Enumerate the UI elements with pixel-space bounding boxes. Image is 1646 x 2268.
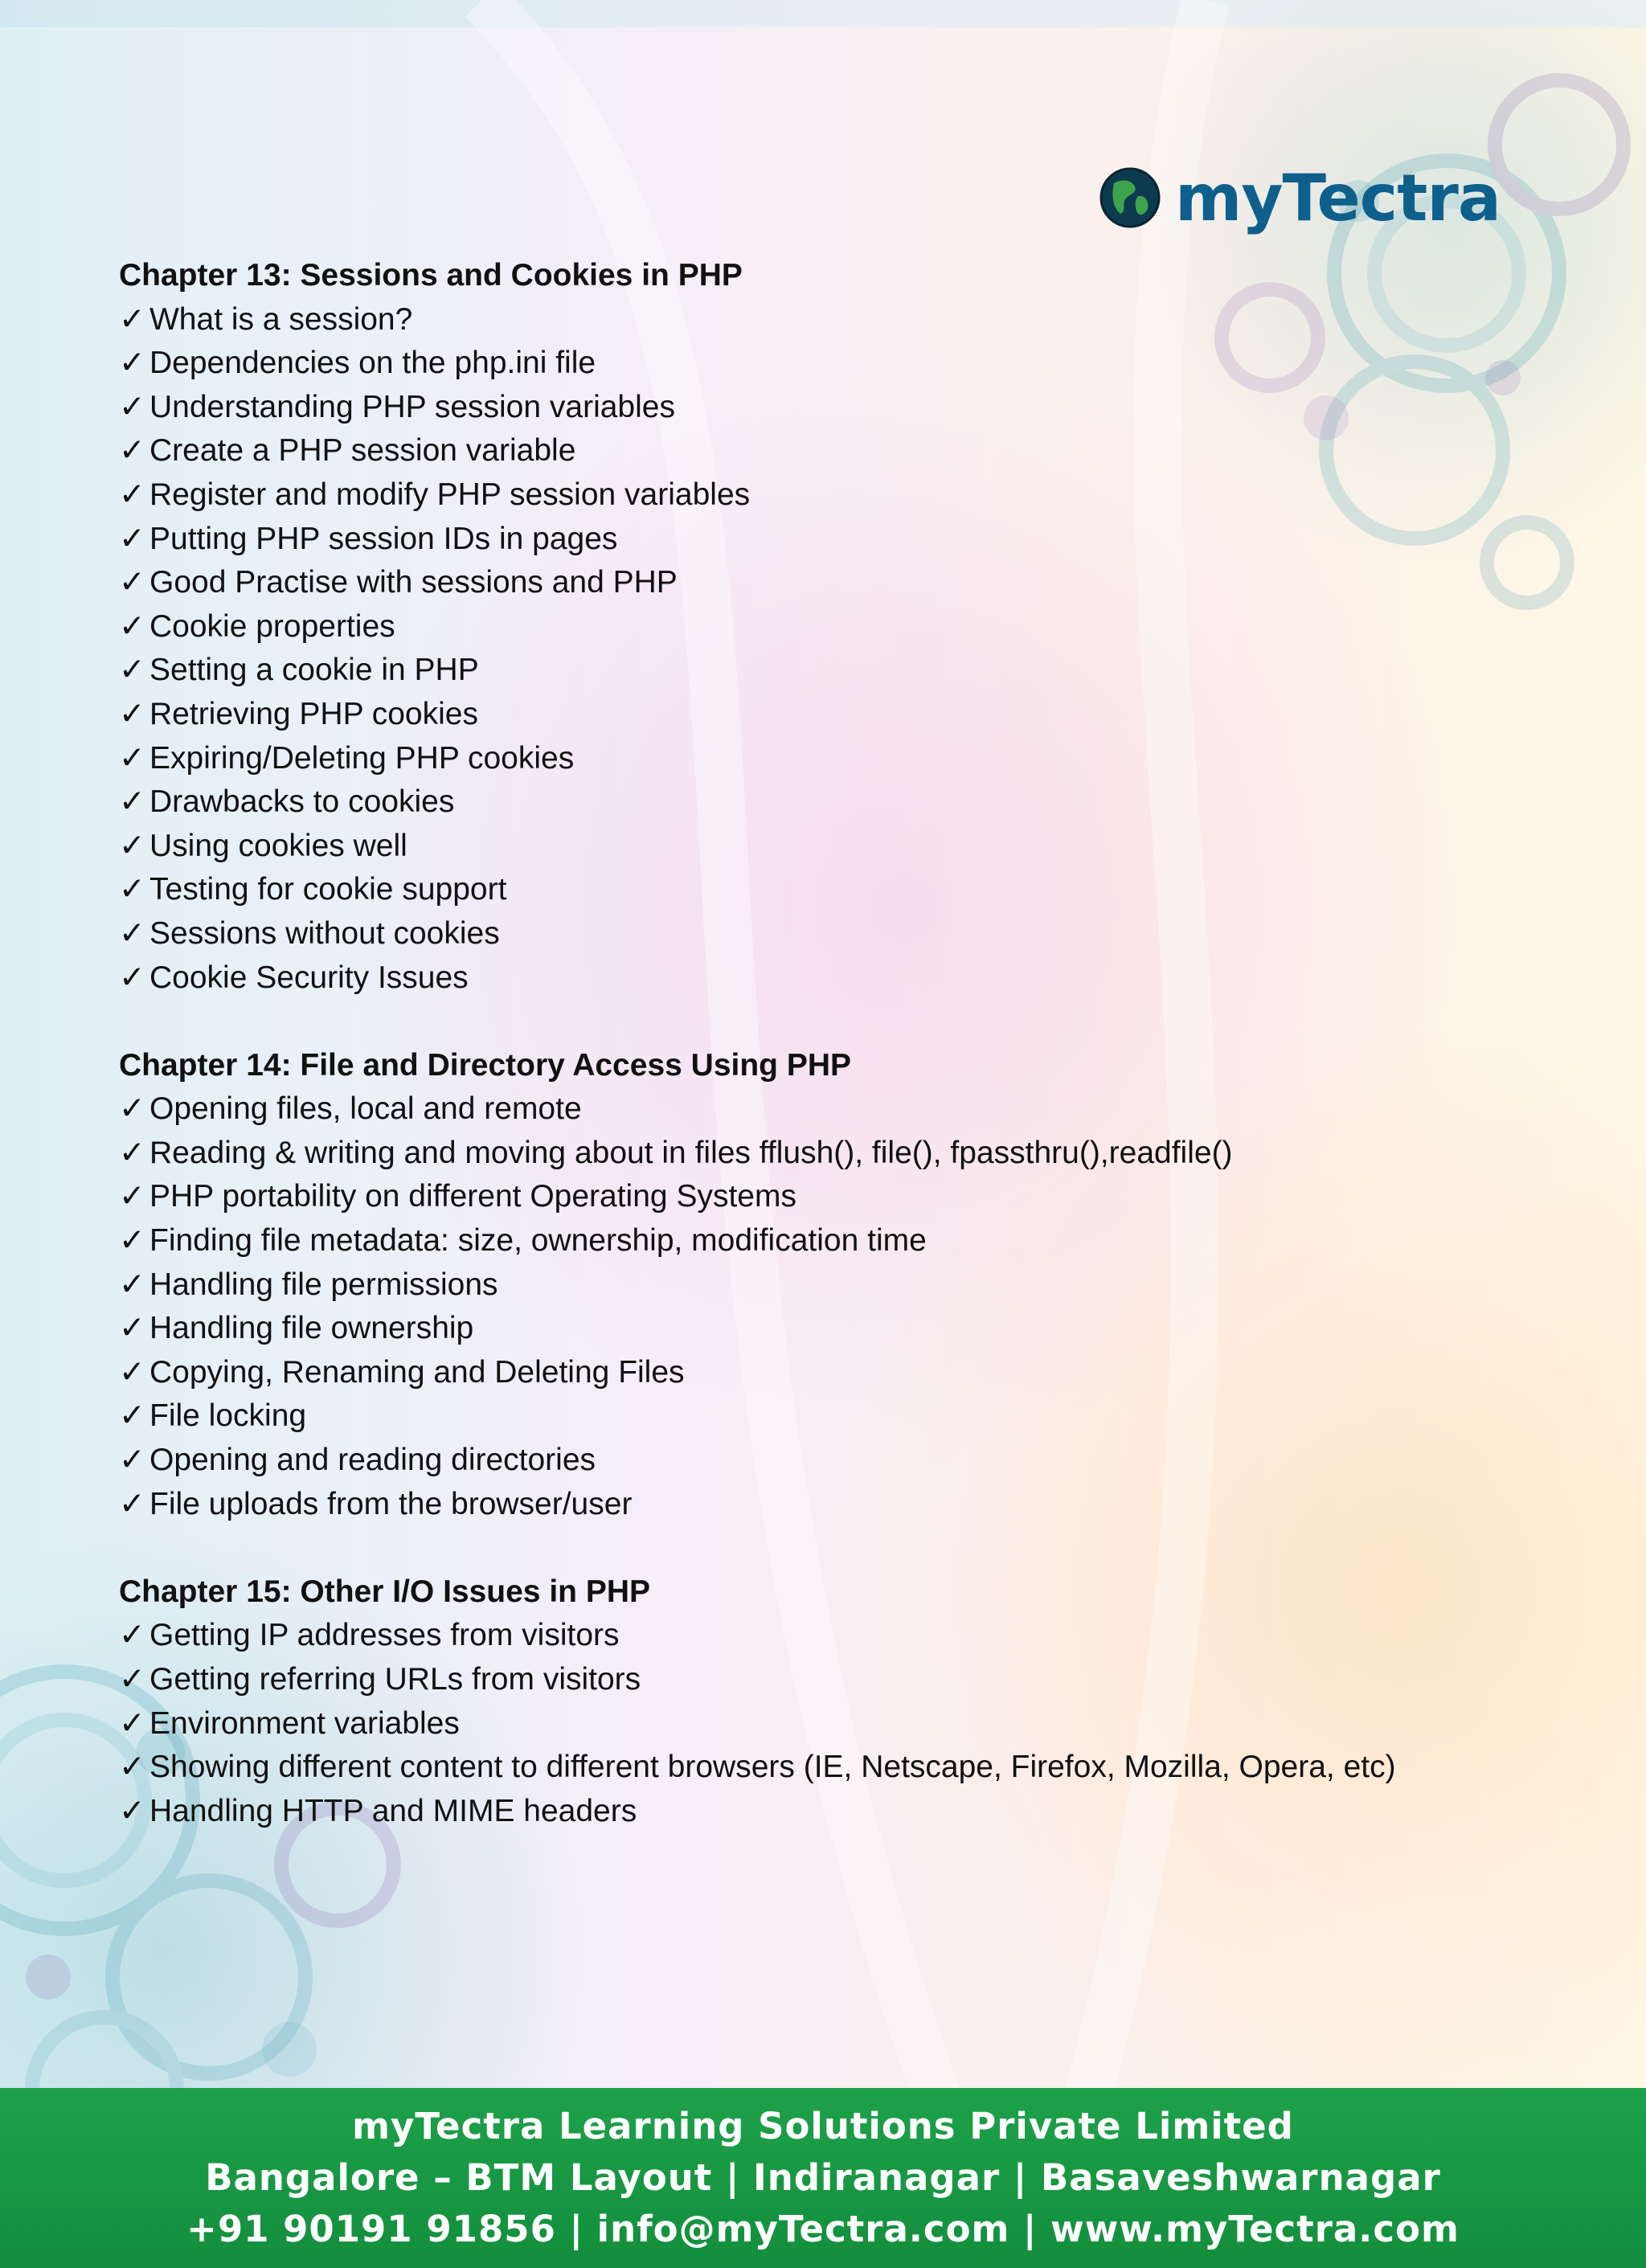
topic-item xyxy=(119,780,1582,825)
topic-item xyxy=(119,342,1582,386)
topic-list xyxy=(119,1087,1582,1526)
topic-text: Dependencies on the php.ini file xyxy=(149,346,596,381)
topic-item xyxy=(119,298,1582,342)
topic-text: PHP portability on different Operating Systems xyxy=(149,1179,796,1214)
topic-text: File uploads from the browser/user xyxy=(149,1486,633,1521)
topic-text: File locking xyxy=(149,1398,307,1434)
topic-item xyxy=(119,1263,1582,1308)
topic-item xyxy=(119,429,1582,473)
footer-contact-bar xyxy=(0,2088,1646,2268)
topic-text: Retrieving PHP cookies xyxy=(149,696,478,731)
topic-text: Create a PHP session variable xyxy=(149,433,576,469)
topic-list xyxy=(119,298,1582,1001)
chapter-title: Chapter 13: Sessions and Cookies in PHP xyxy=(119,258,743,293)
topic-text: Reading & writing and moving about in files fflush(), file(), fpassthru(),readfile() xyxy=(149,1135,1233,1170)
topic-text: Opening and reading directories xyxy=(149,1443,596,1478)
topic-item xyxy=(119,1307,1582,1351)
check-icon: ✓ xyxy=(119,696,145,731)
topic-item xyxy=(119,1132,1582,1176)
check-icon: ✓ xyxy=(119,1662,145,1697)
check-icon: ✓ xyxy=(119,1223,145,1259)
topic-text: Environment variables xyxy=(149,1705,460,1741)
topic-list xyxy=(119,1614,1582,1833)
topic-item xyxy=(119,1439,1582,1483)
topic-text: Showing different content to different browsers (IE, Netscape, Firefox, Mozilla, Opera, etc) xyxy=(149,1750,1396,1785)
check-icon: ✓ xyxy=(119,828,145,863)
topic-item xyxy=(119,649,1582,693)
check-icon: ✓ xyxy=(119,1354,145,1390)
check-icon: ✓ xyxy=(119,1793,145,1828)
topic-item xyxy=(119,561,1582,605)
topic-item xyxy=(119,1175,1582,1219)
topic-text: Cookie Security Issues xyxy=(149,960,469,995)
topic-item xyxy=(119,737,1582,781)
check-icon: ✓ xyxy=(119,784,145,820)
check-icon: ✓ xyxy=(119,1179,145,1214)
check-icon: ✓ xyxy=(119,389,145,424)
topic-text: Handling HTTP and MIME headers xyxy=(149,1793,637,1828)
topic-text: Getting referring URLs from visitors xyxy=(149,1662,641,1697)
topic-text: Opening files, local and remote xyxy=(149,1091,582,1127)
chapter-14 xyxy=(119,1044,1582,1527)
chapter-15 xyxy=(119,1570,1582,1834)
topic-text: Testing for cookie support xyxy=(149,872,507,907)
check-icon: ✓ xyxy=(119,565,145,600)
chapter-title: Chapter 14: File and Directory Access Using PHP xyxy=(119,1047,852,1083)
check-icon: ✓ xyxy=(119,301,145,337)
topic-text: Drawbacks to cookies xyxy=(149,784,455,820)
topic-item xyxy=(119,1702,1582,1746)
topic-item xyxy=(119,912,1582,956)
check-icon: ✓ xyxy=(119,1618,145,1653)
topic-text: Good Practise with sessions and PHP xyxy=(149,565,678,600)
check-icon: ✓ xyxy=(119,960,145,995)
topic-item xyxy=(119,1658,1582,1702)
check-icon: ✓ xyxy=(119,346,145,381)
contact-details: +91 90191 91856 | info@myTectra.com | www.myTectra.com xyxy=(186,2208,1460,2250)
topic-text: What is a session? xyxy=(149,301,413,337)
check-icon: ✓ xyxy=(119,1705,145,1741)
topic-text: Cookie properties xyxy=(149,608,395,644)
course-content xyxy=(119,254,1582,1877)
logo-text: myTectra xyxy=(1175,160,1501,235)
topic-item xyxy=(119,1790,1582,1834)
globe-icon xyxy=(1099,167,1161,228)
check-icon: ✓ xyxy=(119,653,145,688)
topic-item xyxy=(119,1394,1582,1439)
top-strip xyxy=(0,0,1646,27)
topic-text: Finding file metadata: size, ownership, modification time xyxy=(149,1223,927,1259)
topic-item xyxy=(119,518,1582,562)
check-icon: ✓ xyxy=(119,1486,145,1521)
check-icon: ✓ xyxy=(119,1135,145,1170)
check-icon: ✓ xyxy=(119,521,145,556)
topic-text: Handling file ownership xyxy=(149,1311,474,1346)
topic-item xyxy=(119,1087,1582,1132)
check-icon: ✓ xyxy=(119,1311,145,1346)
topic-text: Setting a cookie in PHP xyxy=(149,653,479,688)
topic-text: Sessions without cookies xyxy=(149,915,500,951)
topic-item xyxy=(119,1746,1582,1790)
topic-text: Handling file permissions xyxy=(149,1267,498,1302)
check-icon: ✓ xyxy=(119,1750,145,1785)
topic-item xyxy=(119,693,1582,737)
chapter-title: Chapter 15: Other I/O Issues in PHP xyxy=(119,1574,651,1609)
topic-text: Using cookies well xyxy=(149,828,407,863)
chapter-13 xyxy=(119,254,1582,1000)
topic-text: Putting PHP session IDs in pages xyxy=(149,521,618,556)
topic-item xyxy=(119,825,1582,869)
check-icon: ✓ xyxy=(119,1267,145,1302)
check-icon: ✓ xyxy=(119,608,145,644)
topic-text: Getting IP addresses from visitors xyxy=(149,1618,620,1653)
topic-item xyxy=(119,868,1582,912)
topic-item xyxy=(119,386,1582,430)
mytectra-logo xyxy=(1099,158,1582,238)
topic-text: Copying, Renaming and Deleting Files xyxy=(149,1354,685,1390)
check-icon: ✓ xyxy=(119,1443,145,1478)
check-icon: ✓ xyxy=(119,1398,145,1434)
topic-text: Expiring/Deleting PHP cookies xyxy=(149,740,575,776)
check-icon: ✓ xyxy=(119,433,145,469)
topic-text: Register and modify PHP session variables xyxy=(149,477,751,512)
check-icon: ✓ xyxy=(119,740,145,776)
check-icon: ✓ xyxy=(119,872,145,907)
check-icon: ✓ xyxy=(119,477,145,512)
topic-item xyxy=(119,605,1582,649)
check-icon: ✓ xyxy=(119,915,145,951)
topic-item xyxy=(119,473,1582,518)
topic-text: Understanding PHP session variables xyxy=(149,389,675,424)
check-icon: ✓ xyxy=(119,1091,145,1127)
topic-item xyxy=(119,1219,1582,1263)
branch-locations: Bangalore – BTM Layout | Indiranagar | Basaveshwarnagar xyxy=(205,2156,1441,2199)
topic-item xyxy=(119,1614,1582,1658)
topic-item xyxy=(119,1351,1582,1395)
company-name: myTectra Learning Solutions Private Limited xyxy=(352,2105,1294,2147)
topic-item xyxy=(119,956,1582,1001)
topic-item xyxy=(119,1483,1582,1527)
